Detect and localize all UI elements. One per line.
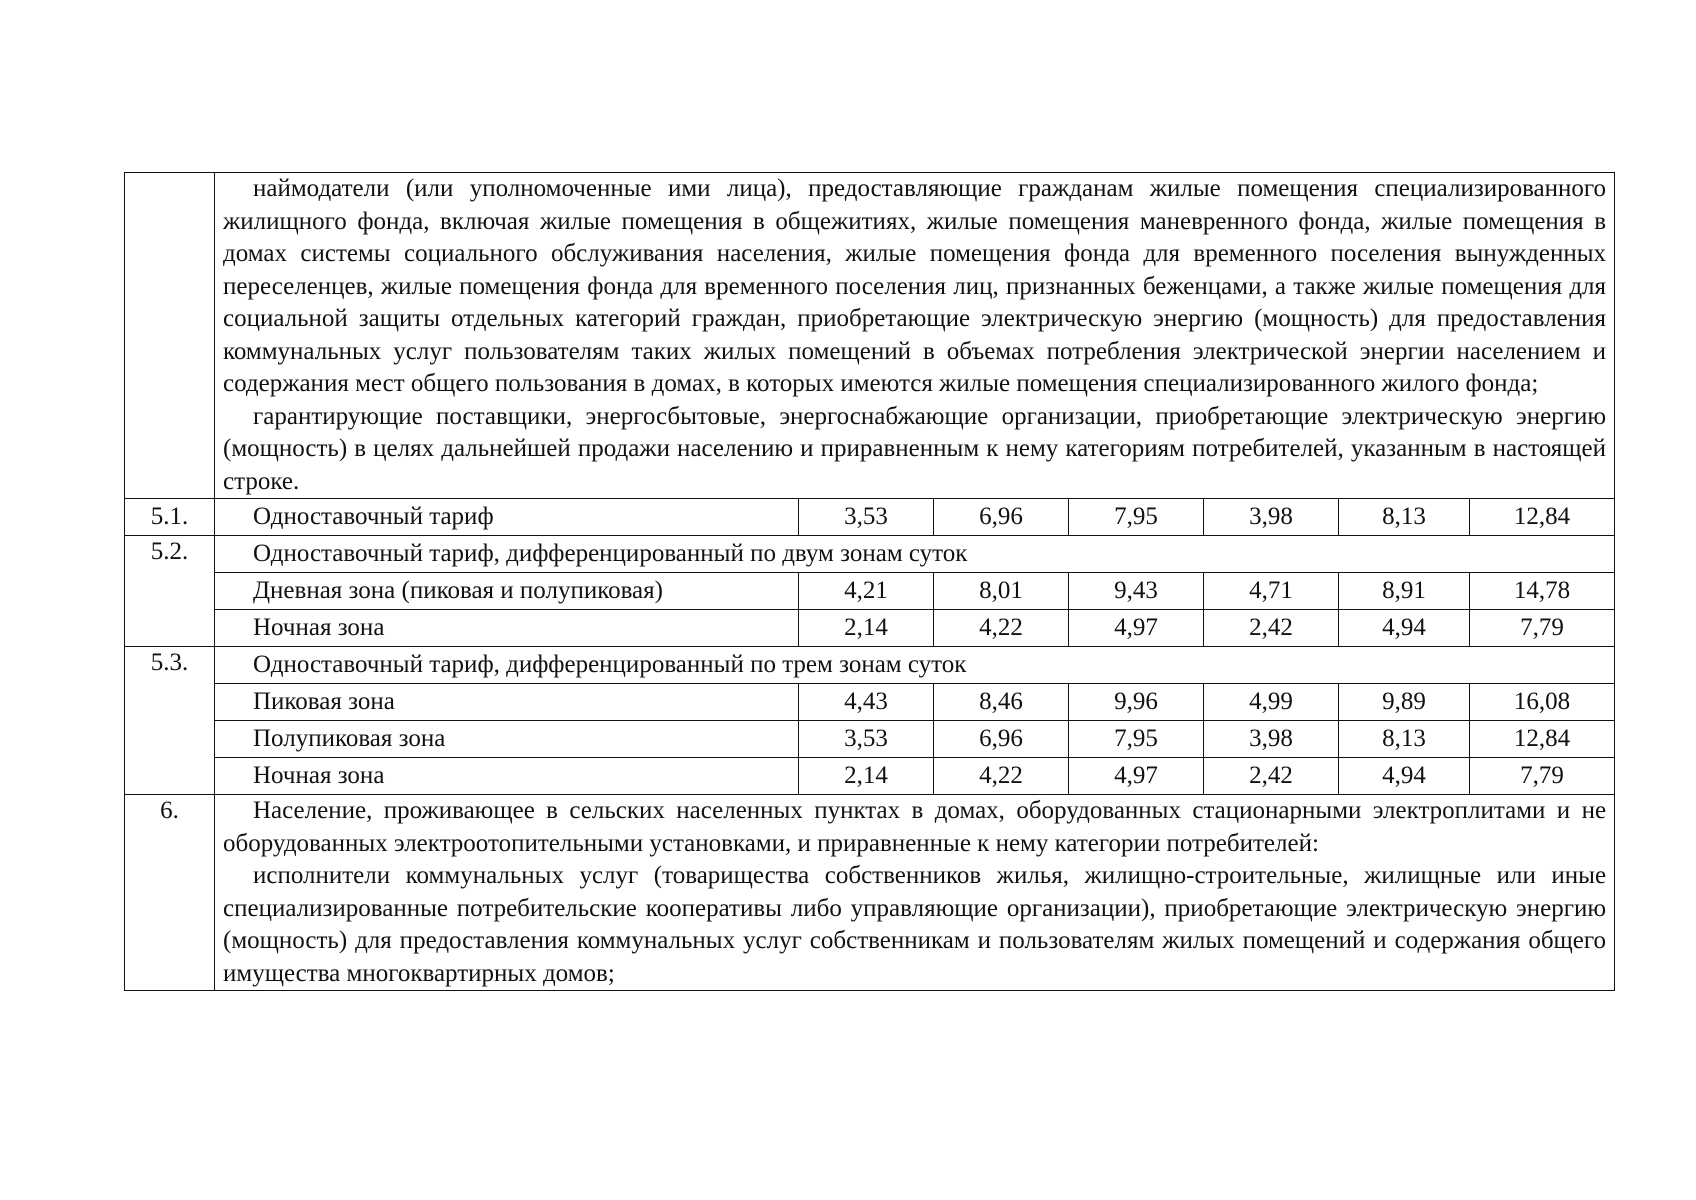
value-cell: 8,46 xyxy=(934,684,1069,721)
table-row xyxy=(125,795,1615,991)
intro-paragraph: наймодатели (или уполномоченные ими лица), предоставляющие гражданам жилые помещения специализированного жилищного фонда, включая жилые помещения в общежитиях, жилые помещения маневренного фонда, жилые помещения в домах системы социального обслуживания населения, жилые помещения фонда для временного поселения вынужденных переселенцев, жилые помещения фонда для временного поселения лиц, признанных беженцами, а также жилые помещения для социальной защиты отдельных категорий граждан, приобретающие электрическую энергию (мощность) для предоставления коммунальных услуг пользователям таких жилых помещений в объемах потребления электрической энергии населением и содержания мест общего пользования в домах, в которых имеются жилые помещения специализированного жилого фонда; xyxy=(223,175,1607,397)
value-cell: 4,99 xyxy=(1204,684,1339,721)
row-number: 5.3. xyxy=(125,647,215,795)
value-cell: 7,95 xyxy=(1069,499,1204,536)
value-cell: 3,98 xyxy=(1204,499,1339,536)
value-cell: 4,97 xyxy=(1069,610,1204,647)
value-cell: 7,79 xyxy=(1470,758,1615,795)
value-cell: 2,14 xyxy=(799,758,934,795)
table-row xyxy=(125,684,1615,721)
row-label: Ночная зона xyxy=(215,758,799,795)
row-header: Одноставочный тариф, дифференцированный по двум зонам суток xyxy=(215,536,1615,573)
value-cell: 8,01 xyxy=(934,573,1069,610)
row-number: 6. xyxy=(125,795,215,991)
value-cell: 4,22 xyxy=(934,758,1069,795)
value-cell: 14,78 xyxy=(1470,573,1615,610)
value-cell: 9,96 xyxy=(1069,684,1204,721)
value-cell: 2,14 xyxy=(799,610,934,647)
value-cell: 6,96 xyxy=(934,499,1069,536)
value-cell: 4,94 xyxy=(1339,758,1470,795)
row-header: Одноставочный тариф, дифференцированный по трем зонам суток xyxy=(215,647,1615,684)
table-row xyxy=(125,173,1615,499)
row-label: Ночная зона xyxy=(215,610,799,647)
value-cell: 4,43 xyxy=(799,684,934,721)
row-label: Полупиковая зона xyxy=(215,721,799,758)
value-cell: 4,97 xyxy=(1069,758,1204,795)
value-cell: 16,08 xyxy=(1470,684,1615,721)
table-row xyxy=(125,647,1615,684)
value-cell: 6,96 xyxy=(934,721,1069,758)
value-cell: 4,71 xyxy=(1204,573,1339,610)
row-label: Одноставочный тариф xyxy=(215,499,799,536)
value-cell: 4,22 xyxy=(934,610,1069,647)
row-number-cell xyxy=(125,173,215,499)
value-cell: 9,89 xyxy=(1339,684,1470,721)
row-text-cell xyxy=(215,795,1615,991)
table-row xyxy=(125,536,1615,573)
table-row xyxy=(125,573,1615,610)
table-row xyxy=(125,610,1615,647)
table-row xyxy=(125,721,1615,758)
value-cell: 4,21 xyxy=(799,573,934,610)
value-cell: 12,84 xyxy=(1470,499,1615,536)
value-cell: 7,79 xyxy=(1470,610,1615,647)
row-number: 5.1. xyxy=(125,499,215,536)
value-cell: 4,94 xyxy=(1339,610,1470,647)
value-cell: 8,91 xyxy=(1339,573,1470,610)
value-cell: 3,98 xyxy=(1204,721,1339,758)
intro-text-cell xyxy=(215,173,1615,499)
value-cell: 8,13 xyxy=(1339,721,1470,758)
row-paragraph: исполнители коммунальных услуг (товарищества собственников жилья, жилищно-строительные, жилищные или иные специализированные потребительские кооперативы либо управляющие организации), приобретающие электрическую энергию (мощность) для предоставления коммунальных услуг собственникам и пользователям жилых помещений и содержания общего имущества многоквартирных домов; xyxy=(223,862,1607,987)
row-label: Пиковая зона xyxy=(215,684,799,721)
row-paragraph: Население, проживающее в сельских населенных пунктах в домах, оборудованных стационарными электроплитами и не оборудованных электроотопительными установками, и приравненные к нему категории потребителей: xyxy=(223,797,1607,857)
tariff-table xyxy=(124,172,1615,991)
value-cell: 3,53 xyxy=(799,721,934,758)
table-row xyxy=(125,499,1615,536)
value-cell: 2,42 xyxy=(1204,610,1339,647)
value-cell: 8,13 xyxy=(1339,499,1470,536)
row-number: 5.2. xyxy=(125,536,215,647)
value-cell: 3,53 xyxy=(799,499,934,536)
table-row xyxy=(125,758,1615,795)
value-cell: 12,84 xyxy=(1470,721,1615,758)
value-cell: 2,42 xyxy=(1204,758,1339,795)
intro-paragraph: гарантирующие поставщики, энергосбытовые, энергоснабжающие организации, приобретающие электрическую энергию (мощность) в целях дальнейшей продажи населению и приравненным к нему категориям потребителей, указанным в настоящей строке. xyxy=(223,402,1607,495)
value-cell: 9,43 xyxy=(1069,573,1204,610)
value-cell: 7,95 xyxy=(1069,721,1204,758)
row-label: Дневная зона (пиковая и полупиковая) xyxy=(215,573,799,610)
